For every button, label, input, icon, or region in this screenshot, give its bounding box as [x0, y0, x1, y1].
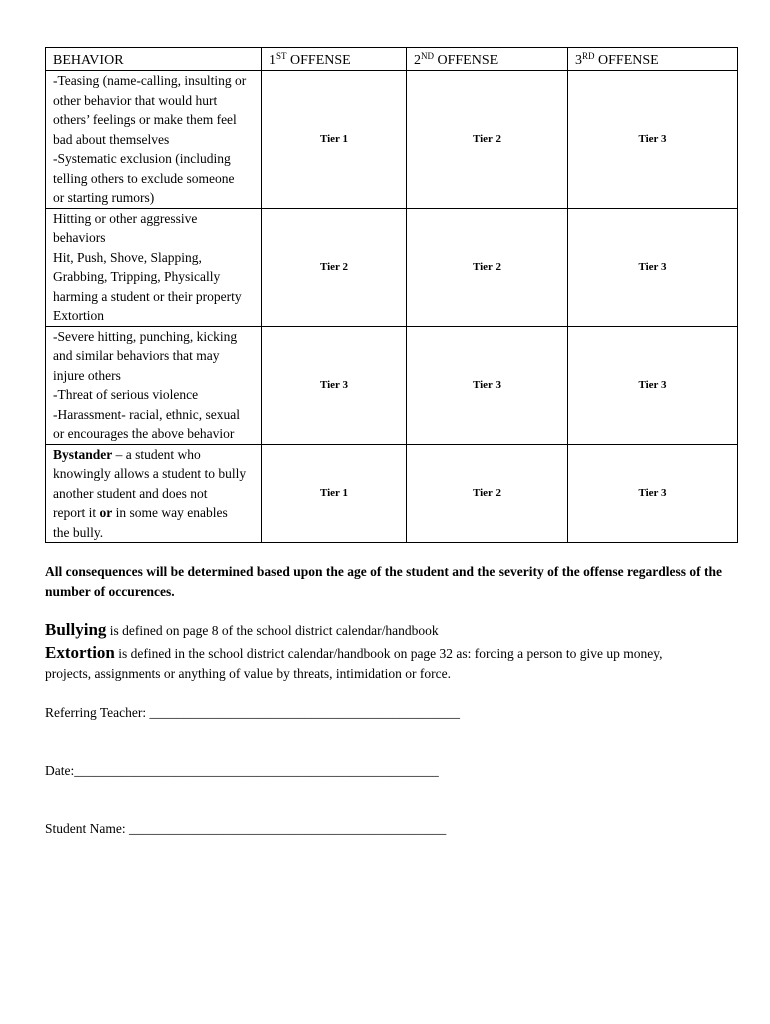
consequences-note: All consequences will be determined based upon the age of the student and the severity of the offense regardless of the number of occurences.	[45, 564, 722, 599]
header-second-offense: 2ND OFFENSE	[407, 48, 568, 71]
date-field[interactable]: Date:______________________________________________________	[45, 763, 439, 778]
tier-cell: Tier 2	[407, 208, 568, 326]
tier-cell: Tier 3	[568, 326, 738, 444]
extortion-definition: Extortion is defined in the school district calendar/handbook on page 32 as: forcing a person to give up money,	[45, 643, 663, 662]
behavior-cell-severe: -Severe hitting, punching, kicking and similar behaviors that may injure others -Threat of serious violence -Harassment- racial, ethnic, sexual or encourages the above behavior	[46, 326, 262, 444]
behavior-cell-teasing: -Teasing (name-calling, insulting or other behavior that would hurt others’ feelings or make them feel bad about themselves -Systematic exclusion (including telling others to exclude someone or starting rumors)	[46, 71, 262, 209]
behavior-cell-bystander: Bystander – a student who knowingly allows a student to bully another student and does not report it or in some way enables the bully.	[46, 444, 262, 543]
behavior-cell-hitting: Hitting or other aggressive behaviors Hit, Push, Shove, Slapping, Grabbing, Tripping, Physically harming a student or their property Extortion	[46, 208, 262, 326]
bullying-term: Bullying	[45, 620, 107, 639]
header-third-offense: 3RD OFFENSE	[568, 48, 738, 71]
referring-teacher-field[interactable]: Referring Teacher: ______________________________________________	[45, 705, 460, 720]
table-row	[46, 326, 738, 444]
tier-cell: Tier 2	[407, 444, 568, 543]
table-row	[46, 444, 738, 543]
table-row	[46, 71, 738, 209]
tier-cell: Tier 3	[568, 71, 738, 209]
tier-cell: Tier 1	[262, 71, 407, 209]
table-header-row	[46, 48, 738, 71]
tier-cell: Tier 3	[568, 208, 738, 326]
tier-cell: Tier 2	[407, 71, 568, 209]
extortion-definition-continued: projects, assignments or anything of value by threats, intimidation or force.	[45, 666, 452, 681]
table-row	[46, 208, 738, 326]
student-name-field[interactable]: Student Name: _______________________________________________	[45, 821, 447, 836]
tier-cell: Tier 3	[262, 326, 407, 444]
behavior-consequence-table	[45, 47, 738, 543]
tier-cell: Tier 3	[568, 444, 738, 543]
extortion-term: Extortion	[45, 643, 115, 662]
bullying-definition: Bullying is defined on page 8 of the school district calendar/handbook	[45, 620, 439, 639]
tier-cell: Tier 1	[262, 444, 407, 543]
tier-cell: Tier 3	[407, 326, 568, 444]
tier-cell: Tier 2	[262, 208, 407, 326]
header-behavior: BEHAVIOR	[46, 48, 262, 71]
header-first-offense: 1ST OFFENSE	[262, 48, 407, 71]
